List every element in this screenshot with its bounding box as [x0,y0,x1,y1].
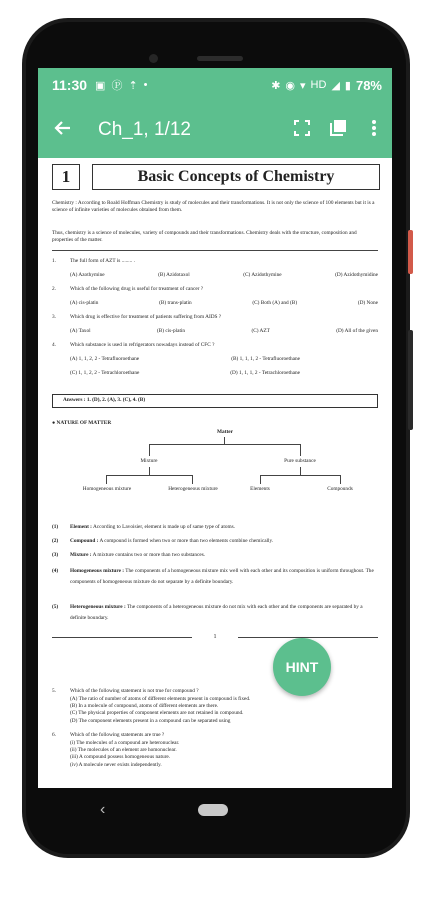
nav-home-pill[interactable] [198,804,228,816]
divider [52,250,378,251]
tree-connector [149,467,150,475]
option: (A) Azothymine [70,272,105,278]
tree-connector [224,437,225,444]
tree-connector [340,475,341,484]
definition-4 [52,566,378,588]
option: (B) cis-platin [156,328,186,334]
battery-icon: ▮ [344,79,351,92]
definition-text: A mixture contains two or more than two substances. [92,552,206,558]
tree-mixture: Mixture [140,458,158,464]
question-number: 2. [52,286,56,292]
nav-back-icon[interactable]: ‹ [100,801,106,818]
front-camera [149,54,158,63]
definition-2 [52,538,378,545]
tree-connector [149,444,301,445]
tree-connector [300,444,301,456]
answers-box [52,394,378,408]
definition-5 [52,602,378,624]
tree-homogeneous: Homogeneous mixture [82,486,132,492]
question-2 [52,286,378,293]
screen [38,68,392,788]
question-text: Which drug is effective for treatment of patients suffering from AIDS ? [70,314,222,320]
tree-root: Matter [217,429,233,435]
tree-pure-substance: Pure substance [284,458,316,464]
earpiece-speaker [197,56,243,61]
arrow-left-icon[interactable] [38,117,88,143]
question-2-options [70,300,378,307]
definition-term: Compound : [70,538,99,544]
option: (A) Taxol [70,328,91,334]
chapter-heading [52,164,380,190]
option: (C) AZT [251,328,270,334]
question-text: Which of the following statements are true ? [70,732,165,738]
battery-percent: 78% [355,77,382,93]
option: (C) 1, 1, 2, 2 - Tetrachloroethane [70,370,140,376]
question-number: 1. [52,258,56,264]
option: (D) The component elements present in a compound can be separated using [70,717,231,724]
option: (A) 1, 1, 2, 2 - Tetrafluoroethane [70,356,140,362]
option: (C) The physical properties of component elements are not retained in compound. [70,710,244,717]
option: (ii) The molecules of an element are homonuclear. [70,747,177,754]
chapter-title: Basic Concepts of Chemistry [92,164,380,190]
tree-connector [300,467,301,475]
option: (i) The molecules of a compound are heteronuclear. [70,740,180,746]
definition-term: Homogeneous mixture : [70,568,125,574]
question-4 [52,342,378,349]
question-1 [52,258,378,265]
option: (B) In a molecule of compound, atoms of different elements are there. [70,703,219,710]
tree-compounds: Compounds [327,486,353,492]
tree-connector [260,475,340,476]
upload-icon: ⇡ [128,79,138,92]
question-5-options [70,696,330,725]
fullscreen-icon[interactable] [284,120,320,141]
more-vert-icon[interactable] [356,119,392,142]
app-bar [38,102,392,158]
vibrate-icon: ◉ [285,79,296,92]
question-text: Which of the following drug is useful for treatment of cancer ? [70,286,204,292]
definition-text: The components of a heterogeneous mixture do not mix with each other and the components are separated by a definite boundary. [70,604,363,621]
option: (B) trans-platin [159,300,192,306]
tree-connector [149,444,150,456]
status-notification-icons [95,77,147,93]
definition-number: (3) [52,552,59,558]
tree-connector [192,475,193,484]
app-title: Ch_1, 1/12 [98,119,191,140]
definition-number: (5) [52,604,59,610]
question-text: The full form of AZT is ........ . [70,258,135,264]
question-number: 3. [52,314,56,320]
tree-elements: Elements [250,486,270,492]
question-6-options [70,740,330,769]
intro-paragraph-2: Thus, chemistry is a science of molecules, variety of compounds and their transformations. Chemistry deals with the structure, composition and properties of the matter. [52,230,357,244]
definition-term: Heterogeneous mixture : [70,604,126,610]
definition-text: A compound is formed when two or more than two elements combine chemically. [99,538,274,544]
definition-3 [52,552,378,559]
question-3-options [70,328,378,335]
option: (B) 1, 1, 1, 2 - Tetrafluoroethane [231,356,300,362]
status-system-icons [271,78,382,93]
tree-connector [260,475,261,484]
chapter-number: 1 [52,164,80,190]
definition-number: (1) [52,524,59,530]
question-number: 6. [52,732,56,738]
tree-heterogeneous: Heterogeneous mixture [168,486,218,492]
question-text: Which of the following statement is not true for compound ? [70,688,199,694]
dot-icon: • [143,79,148,91]
definition-term: Mixture : [70,552,92,558]
option: (D) 1, 1, 1, 2 - Tetrachloroethane [230,370,300,376]
option: (D) Azidothymidine [335,272,378,278]
status-bar [38,68,392,102]
page-number: 1 [52,634,378,640]
hd-icon: HD [310,79,327,91]
copy-icon[interactable] [320,119,356,142]
status-time: 11:30 [52,77,88,93]
answers-text: Answers : 1. (D), 2. (A), 3. (C), 4. (B) [63,397,146,404]
definition-number: (2) [52,538,59,544]
volume-button[interactable] [408,330,413,430]
tree-connector [106,475,192,476]
section-heading: ● NATURE OF MATTER [52,420,112,426]
option: (D) All of the given [336,328,378,334]
hint-button[interactable]: HINT [273,638,331,696]
question-3 [52,314,378,321]
option: (C) Azidothymine [243,272,282,278]
question-1-options [70,272,378,279]
option: (C) Both (A) and (B) [252,300,298,306]
definition-1 [52,524,378,531]
option: (A) The ratio of number of atoms of different elements present in compound is fixed. [70,696,251,702]
option: (D) None [357,300,378,306]
question-4-options-row1 [70,356,300,363]
power-button[interactable] [408,230,413,274]
question-number: 5. [52,688,56,694]
question-5 [52,688,378,695]
option: (B) Azidotaxol [158,272,190,278]
pdf-page[interactable] [38,158,392,788]
definition-term: Element : [70,524,92,530]
definition-text: According to Lavoisier, element is made up of same type of atoms. [92,524,235,530]
question-number: 4. [52,342,56,348]
option: (iii) A compound possess homogeneous nature. [70,754,171,761]
option: (iv) A molecule never exists independently. [70,761,162,768]
question-6 [52,732,378,739]
message-icon: ▣ [95,79,106,92]
signal-icon: ◢ [331,79,340,92]
question-4-options-row2 [70,370,300,377]
option: (A) cis-platin [70,300,99,306]
wifi-icon: ▾ [300,79,306,92]
system-nav-bar [38,788,392,832]
definition-text: The components of a homogeneous mixture mix well with each other and its composition is uniform throughout. The components of homogeneous mixture do not separate by a definite boundary. [70,568,374,585]
tree-connector [106,475,107,484]
parking-icon: Ⓟ [111,80,123,92]
bluetooth-icon: ✱ [271,79,281,92]
intro-paragraph-1: Chemistry : According to Roald Hoffman Chemistry is study of molecules and their transformations. It is not only the science of 100 elements but it is a science of infinite varieties of molecules obtained from them. [52,200,375,214]
question-text: Which substance is used in refrigerators nowadays instead of CFC ? [70,342,215,348]
definition-number: (4) [52,568,59,574]
